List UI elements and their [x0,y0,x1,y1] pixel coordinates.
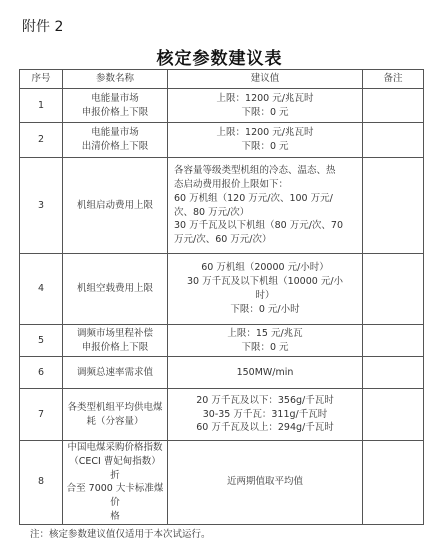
value-line: 下限：0 元 [241,341,289,353]
param-name-line: 出清价格上下限 [81,141,149,152]
row-index: 4 [20,254,63,325]
param-name-line: 合至 7000 大卡标准煤价 [66,483,164,509]
value-line: 60 万千瓦及以上：294g/千瓦时 [196,422,334,434]
row-param-name [63,389,168,441]
row-suggested-value [168,357,363,389]
row-param-name [63,325,168,357]
value-line: 30 万千瓦及以下机组（10000 元/小 [186,276,344,288]
row-suggested-value [168,325,363,357]
value-line: 上限：1200 元/兆瓦时 [216,92,314,104]
param-name-line: 申报价格上下限 [81,106,149,118]
table-row [20,158,424,254]
header-param-name: 参数名称 [63,70,168,89]
value-line: 60 万机组（120 万元/次、100 万元/ [174,192,333,204]
table-row [20,441,424,525]
param-name-line: 调频总速率需求值 [76,366,153,378]
row-suggested-value [168,89,363,123]
table-row [20,389,424,441]
row-remark [363,357,424,389]
table-row [20,254,424,325]
param-name-line: 调频市场里程补偿 [76,327,153,339]
value-line: 上限：1200 元/兆瓦时 [216,127,314,139]
row-remark [363,254,424,325]
row-index: 1 [20,89,63,123]
row-remark [363,123,424,158]
param-name-line: 各类型机组平均供电煤 [67,401,163,413]
value-line: 态启动费用报价上限如下： [174,178,289,190]
row-param-name [63,123,168,158]
param-name-line: 机组启动费用上限 [76,199,153,211]
page-title: 核定参数建议表 [156,49,283,69]
row-index: 7 [20,389,63,441]
value-line: 各容量等级类型机组的冷态、温态、热 [174,165,336,177]
table-row [20,357,424,389]
row-index: 3 [20,158,63,254]
param-name-line: 耗（分容量） [86,415,144,427]
parameters-table [19,69,424,525]
row-remark [363,441,424,525]
row-param-name [63,158,168,254]
value-line: 下限：0 元/小时 [230,303,300,315]
value-line: 20 万千瓦及以下：356g/千瓦时 [196,394,334,406]
table-row [20,123,424,158]
table-row [20,89,424,123]
param-name-line: （CECI 曹妃甸指数）折 [69,455,161,481]
row-suggested-value [168,123,363,158]
row-remark [363,158,424,254]
row-suggested-value [168,441,363,525]
value-line: 下限：0 元 [241,141,289,152]
header-suggested-value: 建议值 [168,70,363,89]
param-name-line: 申报价格上下限 [81,341,149,353]
value-line: 60 万机组（20000 元/小时） [201,262,329,274]
param-name-line: 机组空载费用上限 [76,283,153,295]
value-line: 下限：0 元 [241,106,289,118]
row-param-name [63,441,168,525]
row-remark [363,325,424,357]
row-remark [363,89,424,123]
row-suggested-value [168,158,363,254]
row-index: 5 [20,325,63,357]
row-param-name [63,357,168,389]
value-line: 次、80 万元/次） [174,206,250,218]
row-suggested-value [168,254,363,325]
header-remark: 备注 [363,70,424,89]
value-line: 万元/次、60 万元/次） [174,234,272,246]
value-line: 30 万千瓦及以下机组（80 万元/次、70 [174,220,344,232]
table-row [20,325,424,357]
value-line: 近两期值取平均值 [226,476,303,488]
value-line: 150MW/min [236,366,294,378]
param-name-line: 电能量市场 [91,92,139,104]
value-line: 30-35 万千瓦：311g/千瓦时 [202,408,328,420]
row-index: 8 [20,441,63,525]
row-remark [363,389,424,441]
footnote: 注：核定参数建议值仅适用于本次试运行。 [30,529,211,540]
table-header-row [20,70,424,89]
value-line: 时） [255,290,275,301]
attachment-label: 附件 2 [22,19,64,35]
row-param-name [63,89,168,123]
row-index: 2 [20,123,63,158]
value-line: 上限：15 元/兆瓦 [227,327,303,339]
header-index: 序号 [20,70,63,89]
param-name-line: 格 [110,510,120,522]
param-name-line: 电能量市场 [91,127,139,139]
row-index: 6 [20,357,63,389]
param-name-line: 中国电煤采购价格指数 [67,442,163,453]
row-suggested-value [168,389,363,441]
row-param-name [63,254,168,325]
